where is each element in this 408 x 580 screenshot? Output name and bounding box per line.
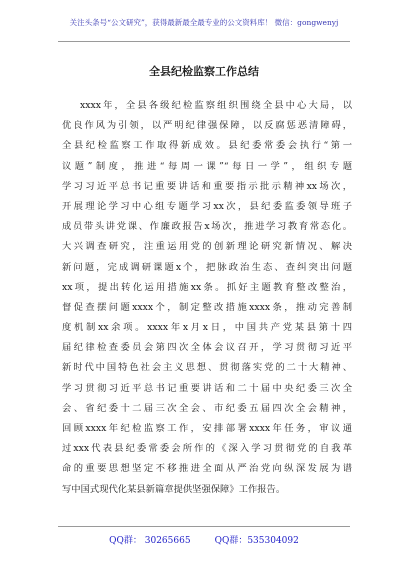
body-line: 回顾xxxx年纪检监察工作，安排部署xxxx年任务，审议通 [62,423,352,434]
body-line: 全县纪检监察工作取得新成效。县纪委常委会执行“第一 [62,140,352,152]
header-divider [58,41,350,42]
body-line: xxxx年，全县各级纪检监察组织围绕全县中心大局，以 [80,100,352,111]
body-line: 学习贯彻习近平总书记重要讲话和二十届中央纪委三次全 [62,382,352,394]
body-line: 成员带头讲党课、作廉政报告x场次，推进学习教育常态化。 [62,221,352,233]
top-banner: 关注头条号“公文研究”，获得最新最全最专业的公文资料库！ 微信：gongwenyj [69,18,339,27]
body-line: 写中国式现代化某县新篇章提供坚强保障》工作报告。 [62,483,286,495]
footer-qq-group-1: QQ群： 30265665 [109,536,191,546]
body-line: 开展理论学习中心组专题学习xx次，县纪委监委领导班子 [62,200,352,212]
body-line: 过xxx代表县纪委常委会所作的《深入学习贯彻党的自我革 [62,443,352,455]
body-line: 届纪律检查委员会第四次全体会议召开，学习贯彻习近平 [62,342,352,354]
body-line: 新时代中国特色社会主义思想、贯彻落实党的二十大精神、 [62,362,352,374]
footer [0,534,408,548]
body-line: 大兴调查研究，注重运用党的创新理论研究新情况、解决 [62,241,352,253]
body-line: 优良作风为引领，以严明纪律强保障，以反腐惩恶清障碍， [62,120,352,132]
footer-divider [58,526,350,527]
body-line: 议题”制度，推进“每周一课”“每日一学”，组织专题 [62,160,352,172]
document-body [62,96,352,500]
body-line: 会、省纪委十二届三次全会、市纪委五届四次全会精神， [62,402,352,414]
body-line: 命的重要思想坚定不移推进全面从严治党向纵深发展为谱 [62,463,352,475]
body-line: 督促查摆问题xxxx个，制定整改措施xxxx条，推动完善制 [62,301,352,313]
document-title: 全县纪检监察工作总结 [149,65,259,78]
footer-qq-group-2: QQ群：535304092 [214,536,299,546]
body-line: 度机制xx余项。xxxx年x月x日，中国共产党某县第十四 [62,322,352,334]
body-line: xx项，提出转化运用措施xx条。抓好主题教育整改整治， [62,281,352,293]
body-line: 新问题，完成调研课题x个，把脉政治生态、查纠突出问题 [62,261,352,273]
body-line: 学习习近平总书记重要讲话和重要指示批示精神xx场次， [62,180,352,192]
